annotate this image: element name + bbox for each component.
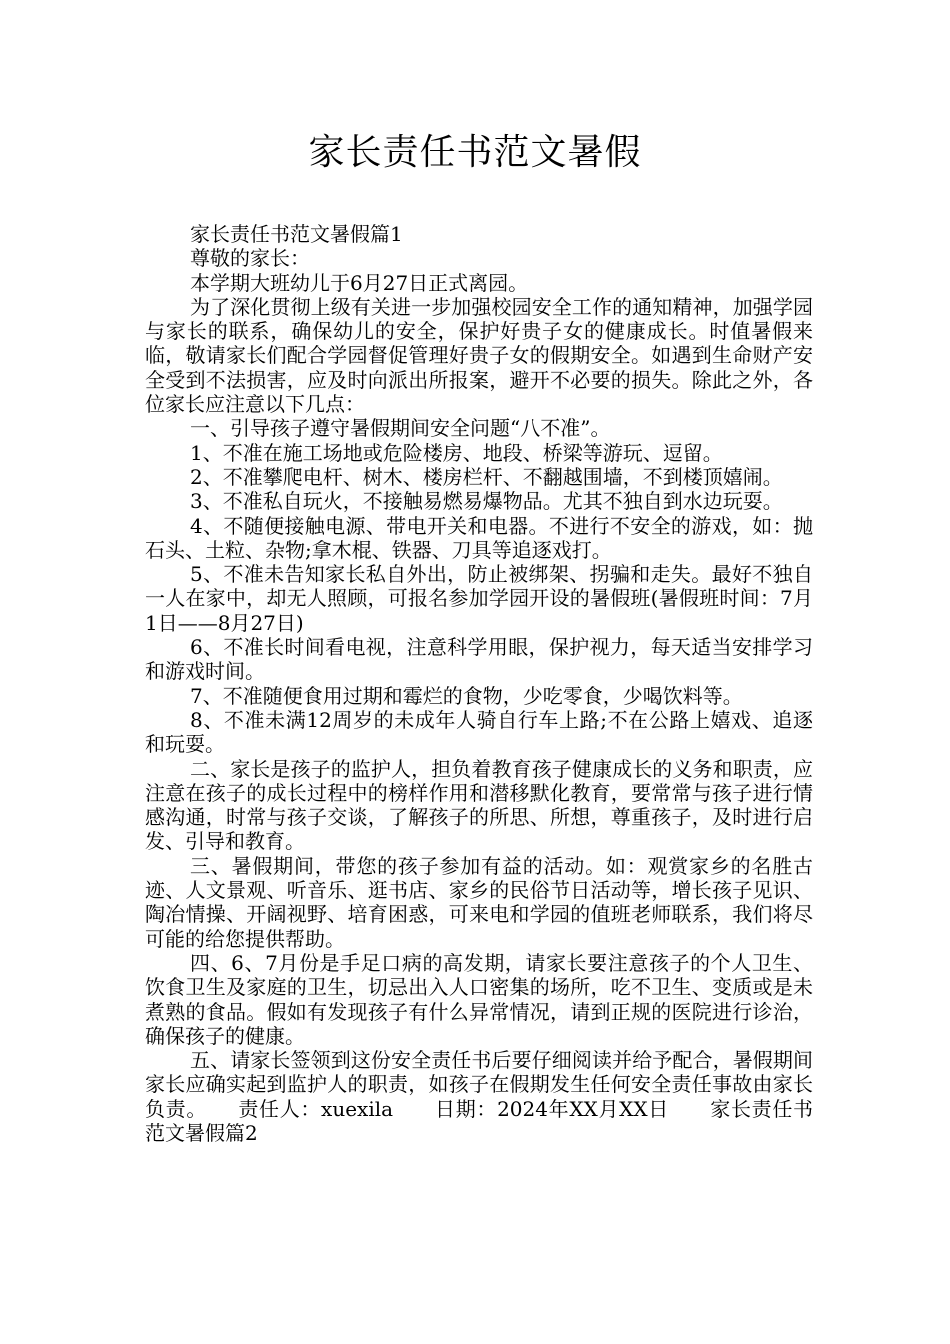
paragraph: 4、不随便接触电源、带电开关和电器。不进行不安全的游戏，如：抛石头、土粒、杂物;拿木棍、铁器、刀具等追逐戏打。 [145, 513, 813, 562]
paragraph: 三、暑假期间，带您的孩子参加有益的活动。如：观赏家乡的名胜古迹、人文景观、听音乐、逛书店、家乡的民俗节日活动等，增长孩子见识、陶冶情操、开阔视野、培育困惑，可来电和学园的值班老师联系，我们将尽可能的给您提供帮助。 [145, 853, 813, 951]
paragraph: 尊敬的家长： [190, 246, 310, 271]
paragraph: 家长责任书范文暑假篇1 [190, 222, 403, 246]
paragraph: 二、家长是孩子的监护人，担负着教育孩子健康成长的义务和职责，应注意在孩子的成长过程中的榜样作用和潜移默化教育，要常常与孩子进行情感沟通，时常与孩子交谈，了解孩子的所思、所想，尊重孩子，及时进行启发、引导和教育。 [145, 756, 813, 854]
paragraph: 3、不准私自玩火，不接触易燃易爆物品。尤其不独自到水边玩耍。 [190, 489, 783, 514]
paragraph: 一、引导孩子遵守暑假期间安全问题“八不准”。 [190, 416, 611, 441]
paragraph: 四、6、7月份是手足口病的高发期，请家长要注意孩子的个人卫生、饮食卫生及家庭的卫生，切忌出入人口密集的场所，吃不卫生、变质或是未煮熟的食品。假如有发现孩子有什么异常情况，请到正规的医院进行诊治，确保孩子的健康。 [145, 950, 813, 1048]
paragraph: 2、不准攀爬电杆、树木、楼房栏杆、不翻越围墙，不到楼顶嬉闹。 [190, 464, 783, 489]
paragraph: 1、不准在施工场地或危险楼房、地段、桥梁等游玩、逗留。 [190, 440, 723, 465]
paragraph: 为了深化贯彻上级有关进一步加强校园安全工作的通知精神，加强学园与家长的联系，确保幼儿的安全，保护好贵子女的健康成长。时值暑假来临，敬请家长们配合学园督促管理好贵子女的假期安全。如遇到生命财产安全受到不法损害，应及时向派出所报案，避开不必要的损失。除此之外，各位家长应注意以下几点： [145, 294, 813, 417]
document-title: 家长责任书范文暑假 [308, 132, 642, 173]
paragraph: 8、不准未满12周岁的未成年人骑自行车上路;不在公路上嬉戏、追逐和玩耍。 [145, 707, 813, 757]
paragraph: 五、请家长签领到这份安全责任书后要仔细阅读并给予配合，暑假期间家长应确实起到监护人的职责，如孩子在假期发生任何安全责任事故由家长负责。 责任人：xuexila 日期：2024年XX月XX日 家长责任书范文暑假篇2 [145, 1048, 813, 1145]
paragraph: 6、不准长时间看电视，注意科学用眼，保护视力，每天适当安排学习和游戏时间。 [145, 635, 813, 684]
document-body [145, 222, 813, 1145]
paragraph: 本学期大班幼儿于6月27日正式离园。 [190, 270, 529, 295]
paragraph: 7、不准随便食用过期和霉烂的食物，少吃零食，少喝饮料等。 [190, 683, 743, 708]
paragraph: 5、不准未告知家长私自外出，防止被绑架、拐骗和走失。最好不独自一人在家中，却无人照顾，可报名参加学园开设的暑假班(暑假班时间：7月1日——8月27日) [145, 562, 813, 635]
